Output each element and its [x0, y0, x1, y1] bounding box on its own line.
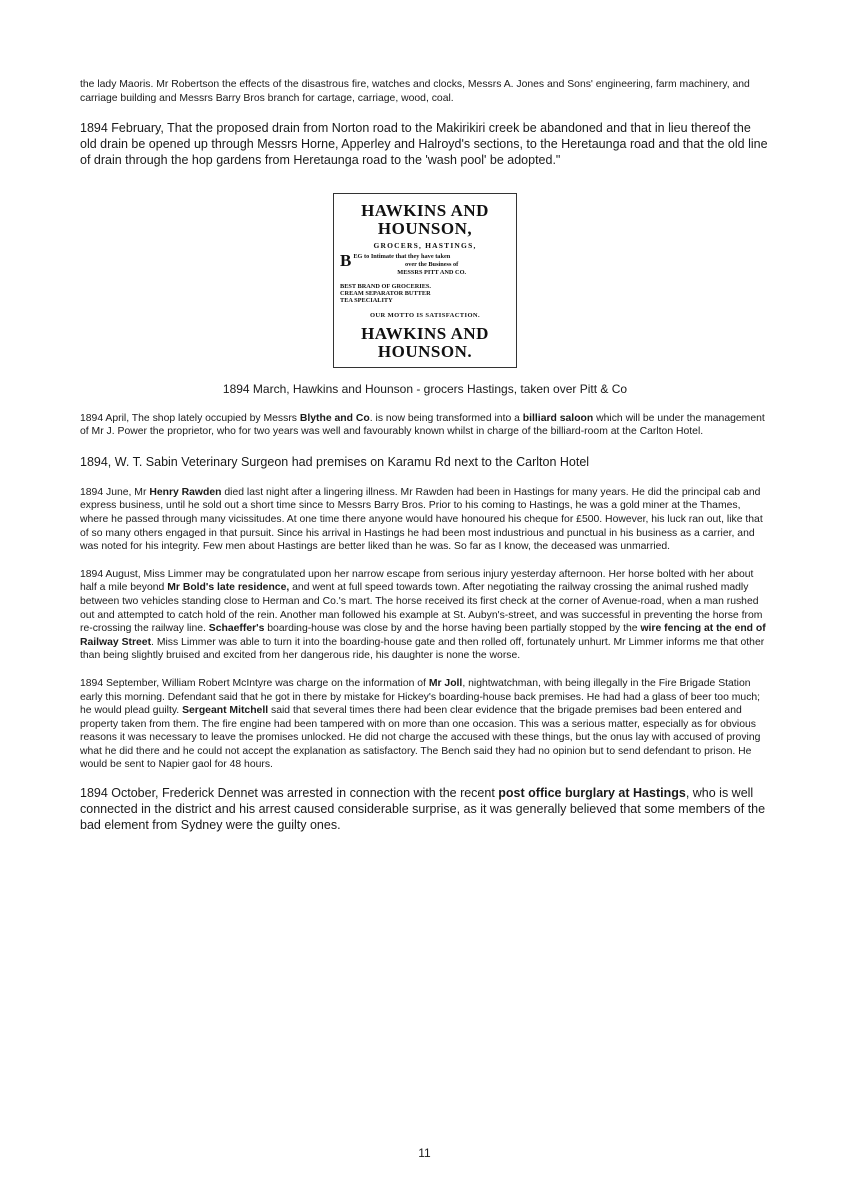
text-run: , who is well connected in the district and his arrest caused considerable surprise, as it was generally believed that some members of the bad element from Sydney were the guilty ones.	[80, 786, 766, 832]
text-run: 1894 June, Mr	[80, 486, 150, 498]
text-run: 1894 September, William Robert McIntyre was charge on the information of	[80, 677, 429, 689]
paragraph-sabin-veterinary: 1894, W. T. Sabin Veterinary Surgeon had premises on Karamu Rd next to the Carlton Hotel	[80, 454, 590, 469]
advert-beg-line2: over the Business of	[405, 260, 459, 268]
advert-title-line2: HOUNSON,	[377, 218, 473, 238]
bold-run: Schaeffer's	[208, 623, 265, 635]
text-run: which will be under the management of Mr J. Power the proprietor, who for two years was well and favourably known whilst in charge of the billiard-room at the Carlton Hotel.	[80, 412, 765, 438]
advert-product-list	[340, 283, 510, 305]
text-run: , nightwatchman, with being illegally in the Fire Brigade Station early this morning. Defendant said that he got in there by mistake for Hickey's boarding-house back premises. He had had a glass of beer too much; he would plead guilty.	[80, 677, 761, 717]
advert-dropcap: B	[340, 250, 352, 270]
advert-subtitle: GROCERS, HASTINGS,	[373, 240, 477, 250]
advert-footer-line1: HAWKINS AND	[361, 323, 489, 343]
paragraph-lady-maoris: the lady Maoris. Mr Robertson the effects of the disastrous fire, watches and clocks, Messrs A. Jones and Sons' engineering, farm machinery, and carriage building and Messrs Barry Bros branch for cartage, carriage, wood, coal.	[80, 79, 750, 104]
bold-run: Mr Bold's late residence,	[167, 582, 290, 594]
page-number: 11	[418, 1146, 431, 1160]
paragraph-1894-june	[80, 486, 770, 554]
bold-run: Blythe and Co	[299, 412, 370, 424]
text-run: 1894 April, The shop lately occupied by Messrs	[80, 412, 300, 424]
bold-run: wire fencing at the end of Railway Street	[80, 623, 766, 648]
advert-list-line2: CREAM SEPARATOR BUTTER	[340, 289, 431, 297]
paragraph-1894-february: 1894 February, That the proposed drain from Norton road to the Makirikiri creek be abandoned and that in lieu thereof the old drain be opened up through Messrs Horne, Apperley and Halroyd's sections, to the Heretaunga road and that the old line of drain through the hop gardens from Heretaunga road to the 'wash pool' be adopted."	[80, 121, 768, 167]
text-run: . Miss Limmer was able to turn it into the boarding-house gate and then rolled off, fortunately unhurt. Mr Limmer informs me that other than being slightly bruised and excited from her dangerous ride, his daughter is none the worse.	[80, 636, 765, 662]
bold-run: Henry Rawden	[149, 486, 222, 498]
paragraph-1894-august	[80, 568, 770, 663]
text-run: said that several times there had been clear evidence that the brigade premises bad been entered and property taken from them. The fire engine had been tampered with on more than one occasion. This was a serious matter, especially as for obvious reasons it was necessary to leave the promises unlocked. He did not charge the accused with these things, but the onus lay with accused of proving what he did there and he could not accept the explanation as satisfactory. The Bench said they had no opinion but to send defendant to prison. He would be sent to Napier gaol for 48 hours.	[80, 705, 761, 771]
paragraph-1894-april	[80, 412, 770, 439]
bold-run: post office burglary at Hastings	[498, 786, 686, 801]
advert-beg-line1: EG to Intimate that they have taken	[353, 252, 451, 260]
advert-caption: 1894 March, Hawkins and Hounson - grocers Hastings, taken over Pitt & Co	[222, 381, 628, 396]
bold-run: Mr Joll	[428, 677, 463, 689]
advert-list-line3: TEA SPECIALITY	[340, 297, 393, 305]
advert-footer-line2: HOUNSON.	[377, 341, 473, 361]
text-run: boarding-house was close by and the horse having been partially stopped by the	[264, 623, 641, 635]
advert-beg-line3: MESSRS PITT AND CO.	[397, 268, 467, 276]
advert-motto: OUR MOTTO IS SATISFACTION.	[369, 311, 481, 319]
text-run: 1894 August, Miss Limmer may be congratulated upon her narrow escape from serious injury yesterday afternoon. Her horse bolted with her about half a mile beyond	[80, 568, 754, 594]
hawkins-hounson-advertisement	[333, 193, 517, 368]
document-body	[80, 78, 770, 847]
text-run: died last night after a lingering illness. Mr Rawden had been in Hastings for many years. He did the principal cab and express business, until he sold out a short time since to Messrs Barry Bros. Prior to his coming to Hastings, he was a gold miner at the Thames, where he passed through many vicissitudes. At one time there anyone would have honoured his cheque for £500. However, his luck ran out, like that of so many others engaged in that pursuit. Since his arrival in Hastings he had been most industrious and punctual in his business as a carrier, and was noted for his integrity. Few men about Hastings are better liked than he was. So far as I know, the deceased was unmarried.	[80, 486, 763, 553]
bold-run: Sergeant Mitchell	[182, 705, 269, 717]
paragraph-1894-september	[80, 677, 770, 772]
advert-title-line1: HAWKINS AND	[361, 200, 489, 220]
advert-announcement	[340, 250, 510, 277]
text-run: and went at full speed towards town. After negotiating the railway crossing the animal rushed madly between two vehicles standing close to Herman and Co.'s mart. The horse received its first check at the corner of Avenue-road, when a man rushed out and attempted to catch hold of the rein. Another man followed his example at St. Aubyn's-street, and was successful in preventing the horse from re-crossing the railway line.	[80, 582, 763, 635]
paragraph-1894-october	[80, 786, 770, 833]
text-run: . is now being transformed into a	[369, 412, 523, 424]
text-run: 1894 October, Frederick Dennet was arrested in connection with the recent	[80, 786, 499, 801]
bold-run: billiard saloon	[522, 412, 594, 424]
advert-list-line1: BEST BRAND OF GROCERIES.	[340, 282, 431, 290]
